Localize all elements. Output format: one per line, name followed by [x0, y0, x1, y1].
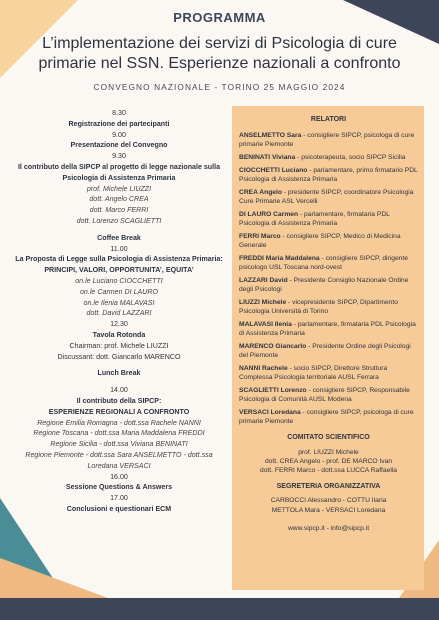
schedule-line: Coffee Break: [97, 233, 141, 242]
schedule-line: 14.00: [110, 386, 128, 395]
speaker-name: LAZZARI David: [239, 277, 288, 284]
speaker-role: - parlamentare, firmataria PDL Psicologia di Assistenza Primaria: [239, 211, 390, 228]
schedule-line: Tavola Rotonda: [92, 330, 146, 339]
speaker-name: BENINATI Viviana: [239, 154, 296, 162]
schedule-line: 11.00: [110, 244, 128, 253]
segreteria-list: [239, 496, 418, 514]
schedule-line: ESPERIENZE REGIONALI A CONFRONTO: [48, 407, 190, 416]
schedule-line: dott. Lorenzo SCAGLIETTI: [76, 216, 162, 225]
speaker-entry: [239, 408, 418, 426]
segreteria-heading: SEGRETERIA ORGANIZZATIVA: [276, 483, 381, 491]
schedule-line: Conclusioni e questionari ECM: [66, 504, 172, 513]
header: [0, 10, 439, 92]
schedule-line: 16.00: [110, 472, 128, 481]
speaker-entry: [239, 153, 418, 162]
programma-label: PROGRAMMA: [173, 10, 266, 25]
speaker-name: CIOCCHETTI Luciano: [239, 167, 308, 174]
speaker-role: - vicepresidente SIPCP, Dipartimento Psicologia Università di Torino: [239, 299, 398, 316]
schedule-line: 8.30: [112, 109, 126, 117]
schedule-line: dott. David LAZZARI: [86, 309, 152, 318]
comitato-list: [239, 448, 418, 476]
footer-bar: [0, 598, 439, 620]
event-subtitle: CONVEGNO NAZIONALE - TORINO 25 MAGGIO 2024: [93, 82, 346, 92]
schedule-line: on.le Ilenia MALAVASI: [83, 298, 155, 307]
comitato-member: dott. CREA Angelo - prof. DE MARCO Ivan: [264, 457, 393, 465]
schedule-line: dott. Marco FERRI: [89, 206, 149, 215]
schedule-line: La Proposta di Legge sulla Psicologia di Assistenza Primaria: PRINCIPI, VALORI, OPPORTUNITA’, EQUITA’: [15, 255, 223, 275]
speaker-role: - consigliere SIPCP, Medico di Medicina Generale: [239, 233, 401, 250]
relatori-list: [239, 131, 418, 426]
speaker-entry: [239, 320, 418, 338]
speaker-name: MALAVASI Ilenia: [239, 321, 292, 328]
speaker-name: FERRI Marco: [239, 233, 281, 240]
schedule-line: Discussant: dott. Giancarlo MARENCO: [57, 352, 181, 361]
schedule-line: on.le Carmen DI LAURO: [79, 287, 159, 296]
segreteria-member: CARBOCCI Alessandro - COTTU Ilaria: [270, 497, 387, 505]
speaker-entry: [239, 188, 418, 206]
speaker-entry: [239, 276, 418, 294]
schedule-line: Sessione Questions & Answers: [65, 483, 173, 492]
schedule-line: 9.30: [112, 152, 126, 161]
speaker-entry: [239, 232, 418, 250]
speaker-name: ANSELMETTO Sara: [239, 132, 302, 140]
comitato-member: dott. FERRI Marco - dott.ssa LUCCA Raffaella: [259, 467, 398, 475]
schedule-line: Regione Piemonte - dott.ssa Sara ANSELMETTO - dott.ssa Loredana VERSACI: [25, 450, 213, 470]
speaker-entry: [239, 210, 418, 228]
speaker-entry: [239, 166, 418, 184]
speaker-name: SCAGLIETTI Lorenzo: [239, 387, 307, 394]
speaker-entry: [239, 298, 418, 316]
schedule-line: Lunch Break: [97, 369, 141, 378]
speaker-role: - Presidente Consiglio Nazionale Ordine degli Psicologi: [239, 277, 409, 294]
speaker-entry: [239, 386, 418, 404]
schedule-line: Regione Sicilia - dott.ssa Viviana BENINATI: [50, 440, 188, 449]
schedule-line: on.le Luciano CIOCCHETTI: [75, 276, 163, 285]
speaker-name: DI LAURO Carmen: [239, 211, 299, 218]
comitato-heading: COMITATO SCIENTIFICO: [287, 434, 370, 442]
schedule-line: Presentazione del Convegno: [70, 141, 168, 150]
speaker-role: - parlamentare, firmataria PDL Psicologia di Assistenza Primaria: [239, 321, 416, 338]
schedule-line: dott. Angelo CREA: [89, 195, 149, 204]
speaker-role: - socio SIPCP, Direttore Struttura Complessa Psicologia territoriale AUSL Ferrara: [239, 365, 388, 382]
speaker-role: - psicoterapeuta, socio SIPCP Sicilia: [295, 154, 406, 162]
schedule-line: Regione Toscana - dott.ssa Maria Maddalena FREDDI: [33, 429, 205, 438]
speaker-role: - consigliere SIPCP, dirigente psicologo USL Toscana nord-ovest: [239, 255, 408, 272]
schedule-line: Il contributo della SIPCP al progetto di legge nazionale sulla Psicologia di Assistenza Primaria: [17, 162, 221, 182]
speaker-role: - presidente SIPCP, coordinatore Psicologia Cure Primarie ASL Vercelli: [239, 189, 414, 206]
speaker-entry: [239, 364, 418, 382]
speaker-name: CREA Angelo: [239, 189, 282, 196]
schedule-line: Registrazione dei partecipanti: [68, 119, 170, 128]
schedule-line: Chairman: prof. Michele LIUZZI: [69, 341, 169, 350]
schedule-column: [14, 108, 224, 515]
relatori-heading: RELATORI: [310, 116, 347, 123]
schedule-line: Regione Emilia Romagna - dott.ssa Rachele NANNI: [37, 418, 201, 427]
speaker-role: - consigliere SIPCP, psicologa di cure primarie Piemonte: [239, 409, 414, 426]
speaker-entry: [239, 342, 418, 360]
speaker-name: LIUZZI Michele: [239, 299, 287, 306]
schedule-line: prof. Michele LIUZZI: [86, 184, 152, 193]
speaker-name: NANNI Rachele: [239, 365, 288, 372]
speaker-name: FREDDI Maria Maddalena: [239, 255, 320, 262]
speaker-role: - parlamentare, primo firmatario PDL Psicologia di Assistenza Primaria: [239, 167, 418, 184]
speaker-name: VERSACI Loredana: [239, 409, 301, 416]
schedule-line: 17.00: [110, 494, 128, 503]
speaker-name: MARENCO Giancarlo: [239, 343, 307, 350]
segreteria-member: METTOLA Mara - VERSACI Loredana: [271, 506, 386, 514]
speakers-panel: [232, 106, 424, 590]
speaker-entry: [239, 131, 418, 149]
page-title: L’implementazione dei servizi di Psicologia di cure primarie nel SSN. Esperienze nazionali a confronto: [38, 35, 401, 72]
schedule-line: Il contributo della SIPCP:: [76, 396, 162, 405]
schedule-line: 9.00: [112, 130, 126, 139]
schedule-line: 12.30: [110, 320, 128, 329]
decor-corner-bottom-left-orange: [0, 558, 108, 598]
speaker-role: - consigliere SIPCP, psicologa di cure primarie Piemonte: [239, 132, 415, 149]
speaker-role: - Presidente Ordine degli Psicologi del Piemonte: [239, 343, 411, 360]
contacts-line: www.sipcp.it - info@sipcp.it: [287, 524, 370, 532]
speaker-role: - consigliere SIPCP, Responsabile Psicologia di Comunità AUSL Modena: [239, 387, 410, 404]
speaker-entry: [239, 254, 418, 272]
comitato-member: prof. LIUZZI Michele: [298, 448, 359, 456]
